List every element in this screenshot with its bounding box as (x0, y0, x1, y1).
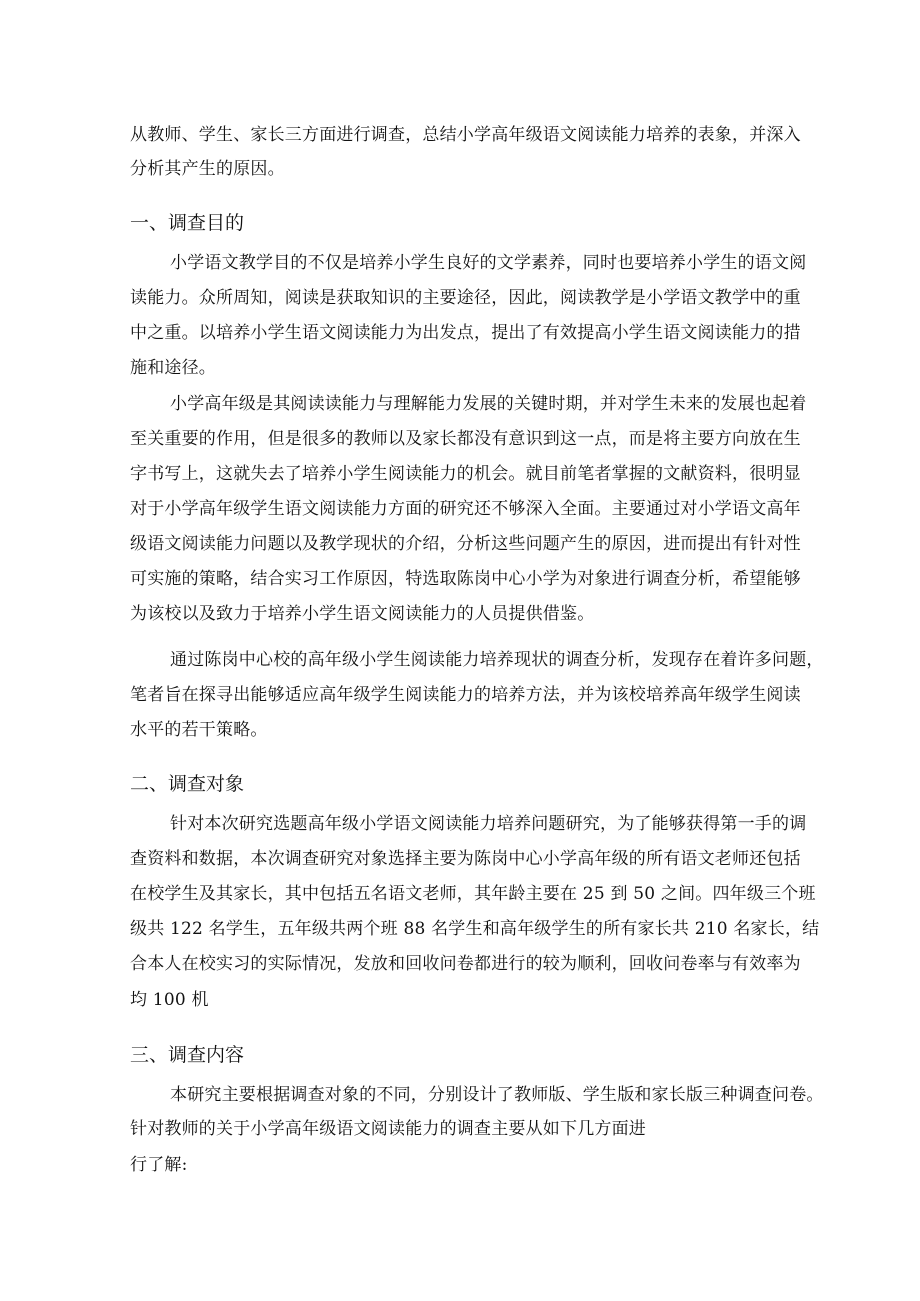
s2-p1-line-6: 均 100 机 (130, 990, 209, 1010)
s1-p2-line-3: 字书写上，这就失去了培养小学生阅读能力的机会。就目前笔者掌握的文献资料，很明显 (130, 464, 801, 484)
s1-p3-line-3: 水平的若干策略。 (130, 720, 268, 740)
s3-p1-line-1: 本研究主要根据调查对象的不同，分别设计了教师版、学生版和家长版三种调查问卷。 (170, 1085, 824, 1105)
s2-p1-line-1: 针对本次研究选题高年级小学语文阅读能力培养问题研究，为了能够获得第一手的调 (170, 814, 807, 834)
s1-p2-line-5: 级语文阅读能力问题以及教学现状的介绍，分析这些问题产生的原因，进而提出有针对性 (130, 534, 801, 554)
s1-p1-line-4: 施和途径。 (130, 358, 216, 378)
s2-p1-line-4: 级共 122 名学生，五年级共两个班 88 名学生和高年级学生的所有家长共 210 名家长，结 (130, 919, 820, 939)
s3-p1-line-2: 针对教师的关于小学高年级语文阅读能力的调查主要从如下几方面进 (130, 1119, 646, 1139)
s1-p2-line-4: 对于小学高年级学生语文阅读能力方面的研究还不够深入全面。主要通过对小学语文高年 (130, 499, 801, 519)
s2-p1-line-3: 在校学生及其家长，其中包括五名语文老师，其年龄主要在 25 到 50 之间。四年级三个班 (130, 884, 816, 904)
s1-p2-line-1: 小学高年级是其阅读读能力与理解能力发展的关键时期，并对学生未来的发展也起着 (170, 394, 807, 414)
s1-p3-line-1: 通过陈岗中心校的高年级小学生阅读能力培养现状的调查分析，发现存在着许多问题， (170, 650, 824, 670)
section-heading-purpose: 一、调查目的 (130, 212, 245, 234)
s1-p1-line-2: 读能力。众所周知，阅读是获取知识的主要途径，因此，阅读教学是小学语文教学中的重 (130, 288, 801, 308)
s2-p1-line-2: 查资料和数据，本次调查研究对象选择主要为陈岗中心小学高年级的所有语文老师还包括 (130, 849, 801, 869)
section-heading-content: 三、调查内容 (130, 1044, 245, 1066)
intro-line-1: 从教师、学生、家长三方面进行调查，总结小学高年级语文阅读能力培养的表象，并深入 (130, 125, 801, 145)
s1-p3-line-2: 笔者旨在探寻出能够适应高年级学生阅读能力的培养方法，并为该校培养高年级学生阅读 (130, 685, 801, 705)
s1-p1-line-1: 小学语文教学目的不仅是培养小学生良好的文学素养，同时也要培养小学生的语文阅 (170, 253, 807, 273)
intro-line-2: 分析其产生的原因。 (130, 159, 285, 179)
s1-p2-line-7: 为该校以及致力于培养小学生语文阅读能力的人员提供借鉴。 (130, 604, 595, 624)
s3-p1-line-3: 行了解: (130, 1155, 188, 1175)
s1-p2-line-6: 可实施的策略，结合实习工作原因，特选取陈岗中心小学为对象进行调查分析，希望能够 (130, 569, 801, 589)
s1-p1-line-3: 中之重。以培养小学生语文阅读能力为出发点，提出了有效提高小学生语文阅读能力的措 (130, 323, 801, 343)
s2-p1-line-5: 合本人在校实习的实际情况，发放和回收问卷都进行的较为顺利，回收问卷率与有效率为 (130, 954, 801, 974)
s1-p2-line-2: 至关重要的作用，但是很多的教师以及家长都没有意识到这一点，而是将主要方向放在生 (130, 429, 801, 449)
section-heading-subjects: 二、调查对象 (130, 773, 245, 795)
